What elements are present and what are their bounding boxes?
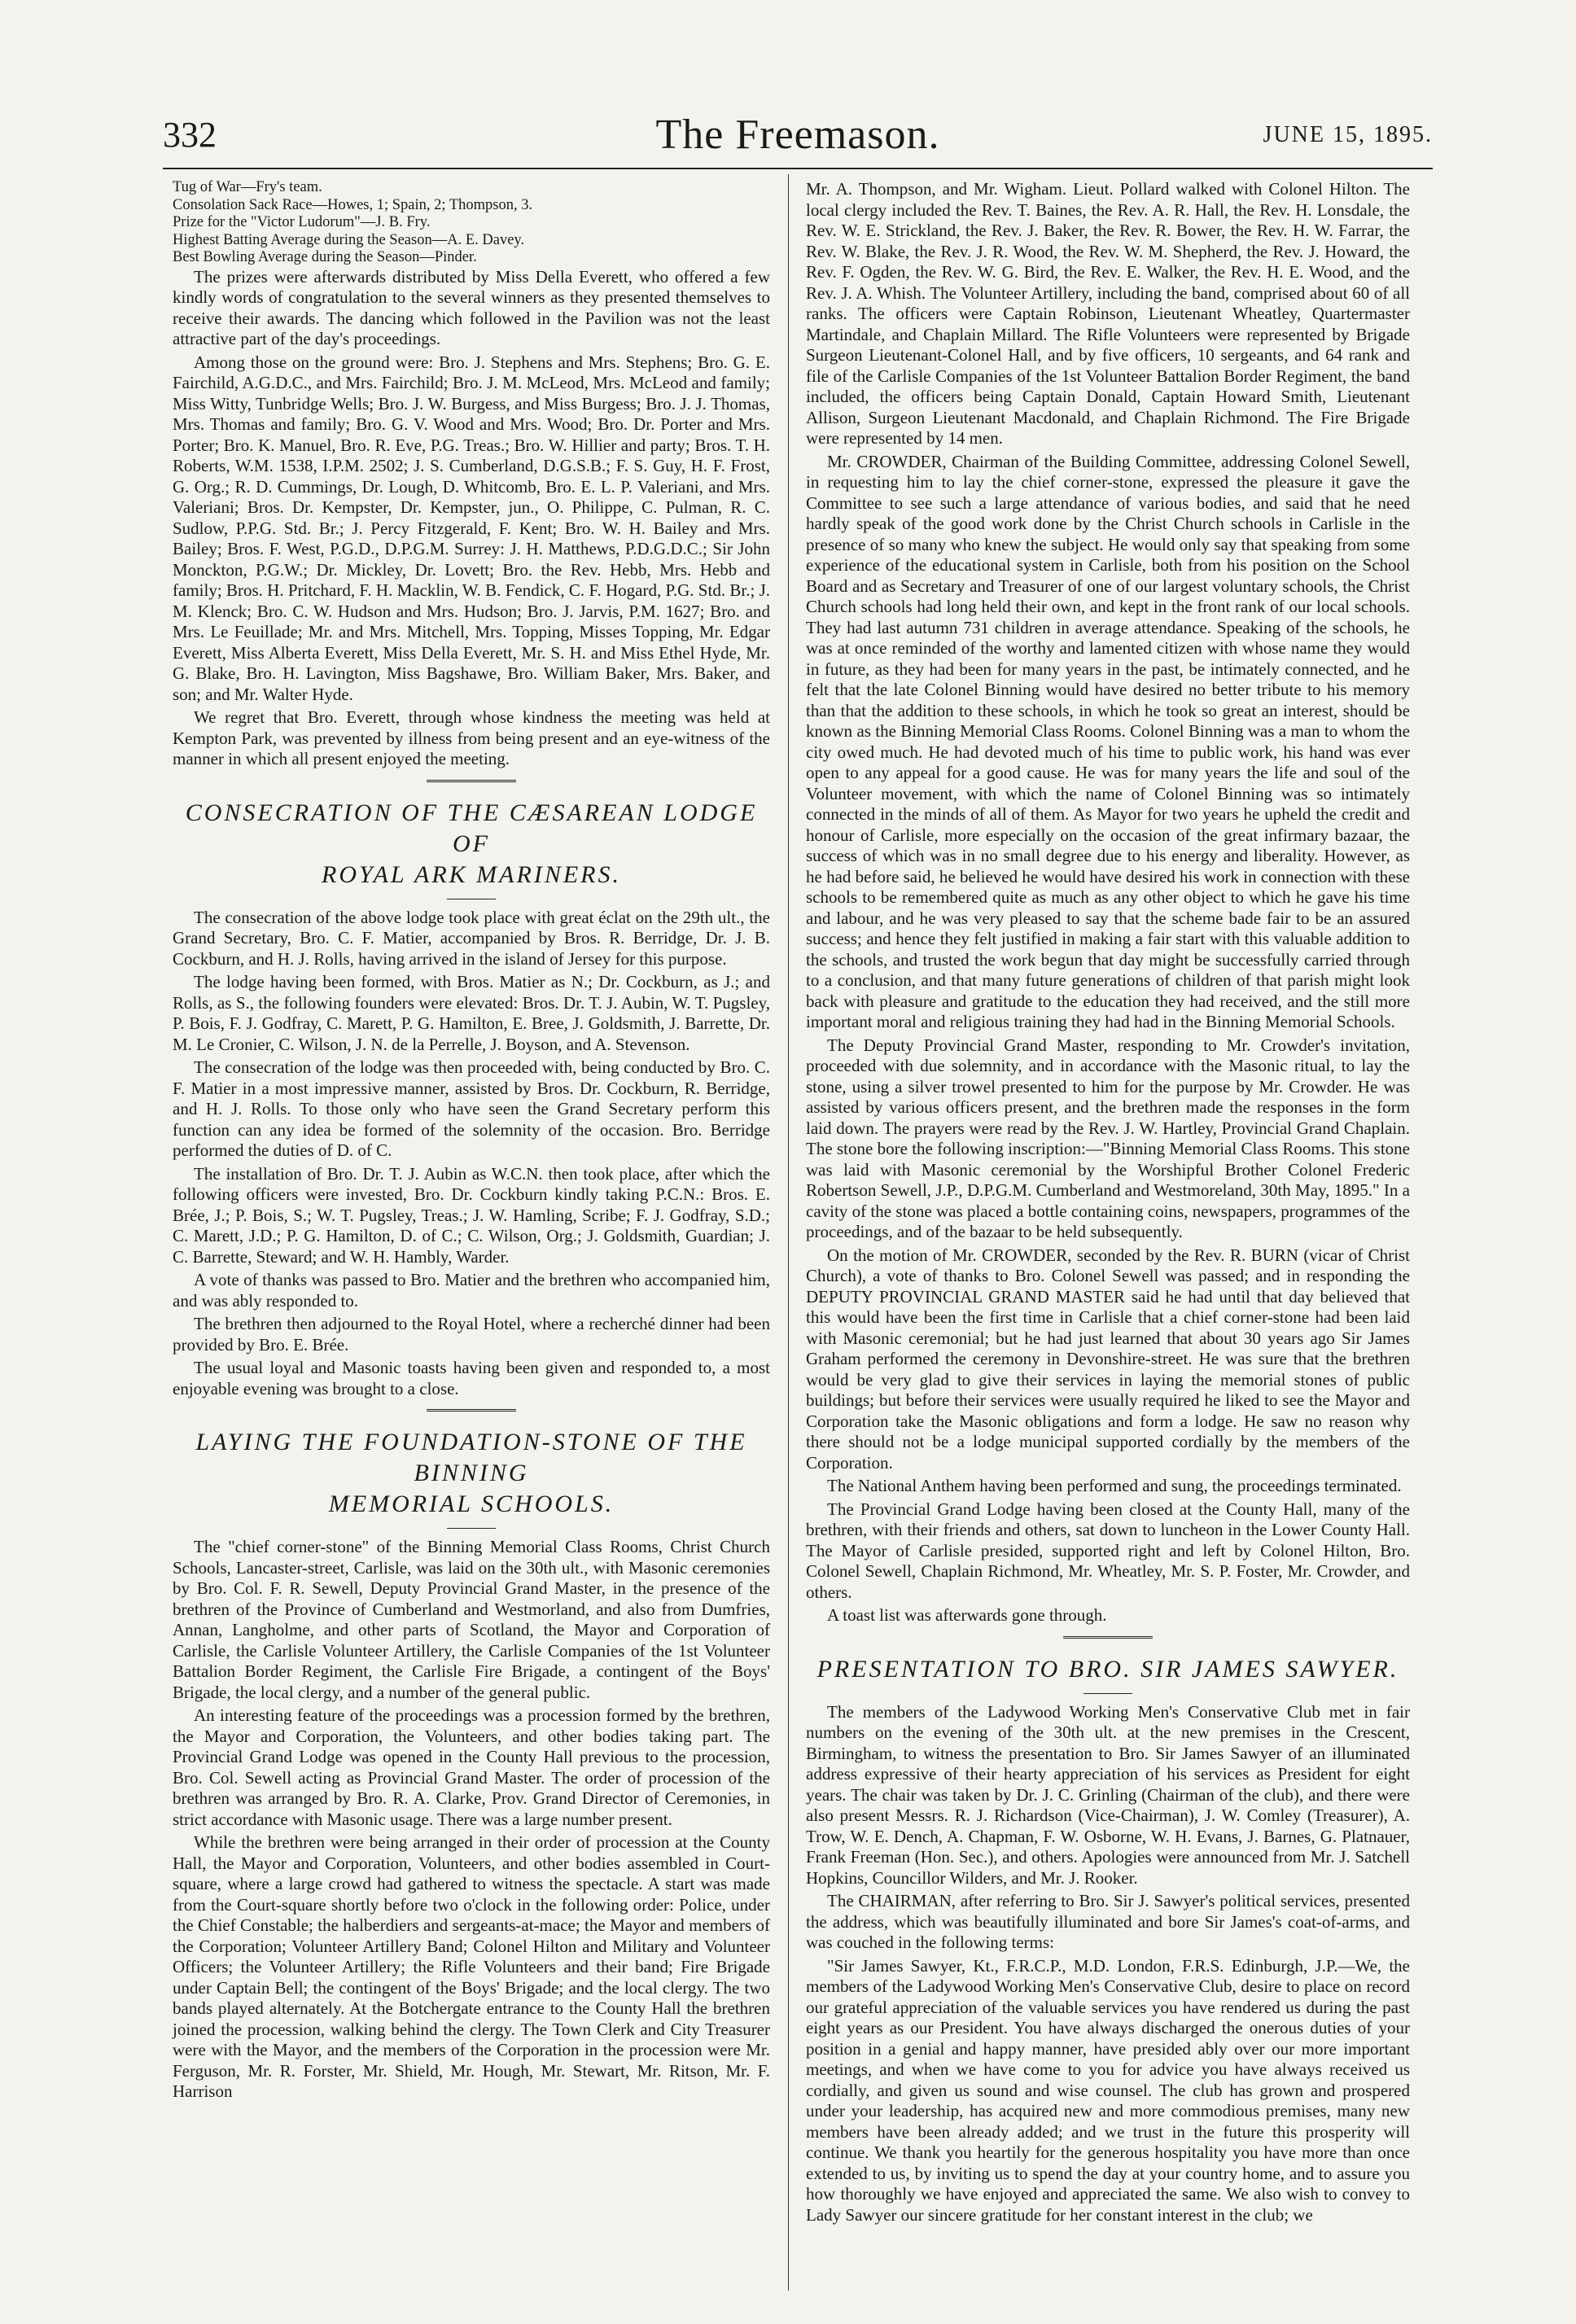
section-rule <box>427 780 516 785</box>
paragraph: The prizes were afterwards distributed by Miss Della Everett, who offered a few kindly words of congratulation to the several winners as they presented themselves to receive their awards. The dancing which followed in the Pavilion was not the least attractive part of the day's proceedings. <box>173 266 770 348</box>
sports-result-line: Highest Batting Average during the Season—A. E. Davey. <box>173 231 525 248</box>
section-heading-sawyer <box>806 1654 1410 1685</box>
heading-line: LAYING THE FOUNDATION-STONE OF THE BINNING <box>195 1429 747 1486</box>
paragraph: The Deputy Provincial Grand Master, responding to Mr. Crowder's invitation, proceeded with due solemnity, and in accordance with the Masonic ritual, to lay the stone, using a silver trowel presented to him for the purpose by Mr. Crowder. He was assisted by various officers present, and the brethren made the responses in the form laid down. The prayers were read by the Rev. J. W. Hartley, Provincial Grand Chaplain. The stone bore the following inscription:—"Binning Memorial Class Rooms. This stone was laid with Masonic ceremonial by the Worshipful Brother Colonel Frederic Robertson Sewell, J.P., D.P.G.M. Cumberland and Westmoreland, 30th May, 1895." In a cavity of the stone was placed a bottle containing coins, newspapers, programmes of the proceedings, and of the bazaar to be held subsequently. <box>806 1035 1410 1241</box>
paragraph: We regret that Bro. Everett, through whose kindness the meeting was held at Kempton Park, was prevented by illness from being present and an eye-witness of the manner in which all present enjoyed the meeting. <box>173 707 770 768</box>
paragraph: The Provincial Grand Lodge having been closed at the County Hall, many of the brethren, with their friends and others, sat down to luncheon in the Lower County Hall. The Mayor of Carlisle presided, supported right and left by Colonel Hilton, Bro. Colonel Sewell, Chaplain Richmond, Mr. Wheatley, Mr. S. P. Foster, Mr. Crowder, and others. <box>806 1499 1410 1602</box>
heading-rule <box>447 1528 496 1529</box>
paragraph: The consecration of the above lodge took place with great éclat on the 29th ult., the Grand Secretary, Bro. C. F. Matier, accompanied by Bros. R. Berridge, Dr. J. B. Cockburn, and H. J. Rolls, having arrived in the island of Jersey for this purpose. <box>173 907 770 969</box>
sports-result-line: Best Bowling Average during the Season—Pinder. <box>173 249 477 265</box>
sports-result-line: Consolation Sack Race—Howes, 1; Spain, 2; Thompson, 3. <box>173 196 533 213</box>
heading-line: ROYAL ARK MARINERS. <box>322 860 621 888</box>
section-rule <box>1063 1636 1153 1641</box>
section-heading-binning <box>173 1427 770 1520</box>
paragraph: On the motion of Mr. CROWDER, seconded by the Rev. R. BURN (vicar of Christ Church), a vote of thanks to Bro. Colonel Sewell was passed; and in responding the DEPUTY PROVINCIAL GRAND MASTER said he had until that day believed that this would have been the first time in Carlisle that a chief corner-stone had been laid with Masonic ceremonial; but he had just learned that about 30 years ago Sir James Graham performed the ceremony in Devonshire-street. He was sure that the brethren would be very glad to give their services in laying the memorial stones of public buildings; but before their services were usually required he liked to see the Mayor and Corporation take the Masonic obligations and form a lodge. He saw no reason why there should not be a lodge municipal supported cordially by the members of the Corporation. <box>806 1245 1410 1473</box>
issue-date: JUNE 15, 1895. <box>1263 122 1433 147</box>
sports-result-line: Tug of War—Fry's team. <box>173 179 322 195</box>
column-divider <box>788 174 789 2291</box>
paragraph: "Sir James Sawyer, Kt., F.R.C.P., M.D. London, F.R.S. Edinburgh, J.P.—We, the members of the Ladywood Working Men's Conservative Club, desire to place on record our grateful appreciation of the valuable services you have rendered us during the past eight years as our President. You have always discharged the onerous duties of your position in a genial and happy manner, have presided ably over our more important meetings, and when we have come to you for advice you have always received us cordially, and given us sound and wise counsel. The club has grown and prospered under your leadership, has acquired new and more commodious premises, many new members have been already added; and we trust in the future this prosperity will continue. We thank you heartily for the generous hospitality you have more than once extended to us, by inviting us to spend the day at your country home, and to assure you how thoroughly we have enjoyed and appreciated the same. We also wish to convey to Lady Sawyer our sincere gratitude for her constant interest in the club; we <box>806 1955 1410 2225</box>
page-number: 332 <box>163 115 217 155</box>
paragraph: Mr. CROWDER, Chairman of the Building Committee, addressing Colonel Sewell, in requesting him to lay the chief corner-stone, expressed the pleasure it gave the Committee to see such a large attendance of various bodies, and said that he need hardly speak of the good work done by the Christ Church schools in Carlisle in the presence of so many who knew the subject. He would only say that speaking from some experience of the educational system in Carlisle, both from his position on the School Board and as Secretary and Treasurer of one of our largest voluntary schools, the Christ Church schools had long held their own, and kept in the front rank of our local schools. They had last autumn 731 children in average attendance. Speaking of the schools, he was at once reminded of the worthy and lamented citizen with whose name they would in future, as they had been for many years in the past, be intimately connected, and he felt that the late Colonel Binning would have desired no better tribute to his memory than that the addition to these schools, in which he took so great an interest, should be known as the Binning Memorial Class Rooms. Colonel Binning was a man to whom the city owed much. He had devoted much of his time to public work, his hand was ever open to any appeal for a good cause. He was for many years the life and soul of the Volunteer movement, with which the name of Colonel Binning was so intimately connected in the minds of all of them. As Mayor for two years he upheld the credit and honour of Carlisle, more especially on the occasion of the great infirmary bazaar, the success of which was in no small degree due to his energy and liberality. However, as he had before said, he believed he would have desired his work in connection with these schools to be remembered quite as much as any other object to which he gave his time and labour, and he was very pleased to say that the scheme bade fair to be an assured success; and hence they felt justified in making a fair start with this valuable addition to the schools, and trusted the work begun that day might be successfully carried through to a conclusion, and that many future generations of children of that parish might look back with pleasure and gratitude to the education they had received, and the still more important moral and religious training they had had in the Binning Memorial Schools. <box>806 451 1410 1031</box>
paragraph: An interesting feature of the proceedings was a procession formed by the brethren, the Mayor and Corporation, the Volunteers, and other bodies taking part. The Provincial Grand Lodge was opened in the County Hall previous to the procession, Bro. Col. Sewell acting as Provincial Grand Master. The order of procession of the brethren was arranged by Bro. R. A. Clarke, Prov. Grand Director of Ceremonies, in strict accordance with Masonic usage. There was a large number present. <box>173 1705 770 1829</box>
paragraph: Mr. A. Thompson, and Mr. Wigham. Lieut. Pollard walked with Colonel Hilton. The local clergy included the Rev. T. Baines, the Rev. A. R. Hall, the Rev. H. Lonsdale, the Rev. W. E. Strickland, the Rev. J. Baker, the Rev. R. Bower, the Rev. H. W. Farrar, the Rev. W. Blake, the Rev. J. R. Wood, the Rev. W. M. Shepherd, the Rev. J. Howard, the Rev. F. Ogden, the Rev. W. G. Bird, the Rev. E. Walker, the Rev. H. E. Wood, and the Rev. J. A. Whish. The Volunteer Artillery, including the band, comprised about 60 of all ranks. The officers were Captain Robinson, Lieutenant Wheatley, Quartermaster Martindale, and Chaplain Millard. The Rifle Volunteers were represented by Brigade Surgeon Lieutenant-Colonel Hall, and by five officers, 10 sergeants, and 64 rank and file of the Carlisle Companies of the 1st Volunteer Battalion Border Regiment, the band included, the officers being Captain Donald, Captain Howard Smith, Lieutenant Allison, Surgeon Lieutenant Macdonald, and Chaplain Richmond. The Fire Brigade were represented by 14 men. <box>806 179 1410 448</box>
page-header <box>163 111 1433 164</box>
paragraph: The members of the Ladywood Working Men's Conservative Club met in fair numbers on the evening of the 30th ult. at the new premises in the Crescent, Birmingham, to witness the presentation to Bro. Sir James Sawyer of an illuminated address expressive of their hearty appreciation of his services as President for eight years. The chair was taken by Dr. J. C. Grinling (Chairman of the club), and there were also present Messrs. R. J. Richardson (Vice-Chairman), J. W. Comley (Treasurer), A. Trow, W. E. Dench, A. Chapman, F. W. Osborne, W. H. Evans, J. Barnes, G. Platnauer, Frank Freeman (Hon. Sec.), and others. Apologies were announced from Mr. J. Satchell Hopkins, Councillor Wilders, and Mr. J. Rooker. <box>806 1701 1410 1888</box>
paragraph: Among those on the ground were: Bro. J. Stephens and Mrs. Stephens; Bro. G. E. Fairchild, A.G.D.C., and Mrs. Fairchild; Bro. J. M. McLeod, Mrs. McLeod and family; Miss Witty, Tunbridge Wells; Bro. J. W. Burgess, and Miss Burgess; Bro. J. J. Thomas, Mrs. Thomas and family; Bro. G. V. Wood and Mrs. Wood; Bro. Dr. Porter and Mrs. Porter; Bro. K. Manuel, Bro. R. Eve, P.G. Treas.; Bro. W. Hillier and party; Bros. T. H. Roberts, W.M. 1538, I.P.M. 2502; J. S. Cumberland, D.G.S.B.; F. S. Guy, H. F. Frost, G. Org.; R. D. Cummings, Dr. Lough, D. Whitcomb, Bro. E. L. P. Valeriani, and Mrs. Valeriani; Bros. Dr. Kempster, Dr. Kempster, jun., O. Philippe, C. Pulman, R. C. Sudlow, P.P.G. Std. Br.; J. Percy Fitzgerald, F. Kent; Bro. W. H. Bailey and Mrs. Bailey; Bros. F. West, P.G.D., D.P.G.M. Surrey: J. H. Matthews, P.D.G.D.C.; Sir John Monckton, P.G.W.; Dr. Mickley, Dr. Lovett; Bro. the Rev. Hebb, Mrs. Hebb and family; Bros. H. Pritchard, F. H. Macklin, W. B. Fendick, C. F. Hogard, P.G. Std. Br.; J. M. Klenck; Bro. C. W. Hudson and Mrs. Hudson; Bro. J. Jarvis, P.M. 1627; Bro. and Mrs. Le Feuillade; Mr. and Mrs. Mitchell, Mrs. Topping, Misses Topping, Mr. Edgar Everett, Miss Alberta Everett, Miss Della Everett, Mr. S. H. and Miss Ethel Hyde, Mr. G. Blake, Bro. H. Lavington, Miss Bagshawe, Bro. William Baker, Mrs. Baker, and son; and Mr. Walter Hyde. <box>173 352 770 704</box>
paragraph: The CHAIRMAN, after referring to Bro. Sir J. Sawyer's political services, presented the address, which was beautifully illuminated and bore Sir James's coat-of-arms, and was couched in the following terms: <box>806 1891 1410 1952</box>
section-heading-caesarean <box>173 798 770 891</box>
paragraph: The "chief corner-stone" of the Binning Memorial Class Rooms, Christ Church Schools, Lancaster-street, Carlisle, was laid on the 30th ult., with Masonic ceremonies by Bro. Col. F. R. Sewell, Deputy Provincial Grand Master, in the presence of the brethren of the Province of Cumberland and Westmorland, and also from Dumfries, Annan, Langholme, and other parts of Scotland, the Mayor and Corporation of Carlisle, the Carlisle Volunteer Artillery, the Carlisle Companies of the 1st Volunteer Battalion Border Regiment, the Carlisle Fire Brigade, a contingent of the Boys' Brigade, the local clergy, and a number of the general public. <box>173 1537 770 1702</box>
paragraph: The installation of Bro. Dr. T. J. Aubin as W.C.N. then took place, after which the following officers were invested, Bro. Dr. Cockburn kindly taking P.C.N.: Bros. E. Brée, J.; P. Bois, S.; W. T. Pugsley, Treas.; J. W. Hamling, Scribe; F. J. Godfray, S.D.; C. Marett, J.D.; P. G. Hamilton, D. of C.; C. Wilson, Org.; J. Goldsmith, Guardian; J. C. Barrette, Steward; and W. H. Hambly, Warder. <box>173 1163 770 1267</box>
heading-rule <box>1084 1693 1132 1694</box>
header-rule <box>163 168 1433 169</box>
heading-line: MEMORIAL SCHOOLS. <box>328 1490 615 1517</box>
paragraph: A toast list was afterwards gone through. <box>827 1605 1107 1625</box>
paragraph: While the brethren were being arranged in their order of procession at the County Hall, the Mayor and Corporation, Volunteers, and other bodies assembled in Court-square, where a large crowd had gathered to witness the spectacle. A start was made from the Court-square shortly before two o'clock in the following order: Police, under the Chief Constable; the halberdiers and sergeants-at-mace; the Mayor and members of the Corporation; Volunteer Artillery Band; Colonel Hilton and Military and Volunteer Officers; the Volunteer Artillery; the Rifle Volunteers and their band; Fire Brigade under Captain Bell; the contingent of the Boys' Brigade; and the local clergy. The two bands played alternately. At the Botchergate entrance to the County Hall the brethren joined the procession, walking behind the clergy. The Town Clerk and City Treasurer were with the Mayor, and the members of the Corporation in the procession were Mr. Ferguson, Mr. R. Forster, Mr. Shield, Mr. Hough, Mr. Stewart, Mr. Ritson, Mr. F. Harrison <box>173 1832 770 2101</box>
masthead-title: The Freemason. <box>655 112 940 158</box>
paragraph: The consecration of the lodge was then proceeded with, being conducted by Bro. C. F. Matier in a most impressive manner, assisted by Bros. Dr. Cockburn, R. Berridge, and H. J. Rolls. To those only who have seen the Grand Secretary perform this function can any idea be formed of the solemnity of the occasion. Bro. Berridge performed the duties of D. of C. <box>173 1057 770 1160</box>
paragraph: The brethren then adjourned to the Royal Hotel, where a recherché dinner had been provided by Bro. E. Brée. <box>173 1314 770 1355</box>
paragraph: The National Anthem having been performed and sung, the proceedings terminated. <box>827 1476 1402 1495</box>
left-column <box>173 179 770 2105</box>
right-column <box>806 179 1410 2228</box>
paragraph: A vote of thanks was passed to Bro. Matier and the brethren who accompanied him, and was ably responded to. <box>173 1270 770 1311</box>
paragraph: The usual loyal and Masonic toasts having been given and responded to, a most enjoyable evening was brought to a close. <box>173 1358 770 1398</box>
sports-results <box>173 179 770 267</box>
paragraph: The lodge having been formed, with Bros. Matier as N.; Dr. Cockburn, as J.; and Rolls, as S., the following founders were elevated: Bros. Dr. T. J. Aubin, W. T. Pugsley, P. Bois, F. J. Godfray, C. Marett, P. G. Hamilton, E. Bree, J. Goldsmith, J. Barrette, Dr. M. Le Cronier, C. Wilson, J. N. de la Perrelle, J. Boyson, and A. Stevenson. <box>173 972 770 1054</box>
heading-line: CONSECRATION OF THE CÆSAREAN LODGE OF <box>185 799 758 857</box>
section-rule <box>427 1409 516 1414</box>
sports-result-line: Prize for the "Victor Ludorum"—J. B. Fry. <box>173 214 431 230</box>
heading-line: PRESENTATION TO BRO. SIR JAMES SAWYER. <box>816 1655 1399 1683</box>
